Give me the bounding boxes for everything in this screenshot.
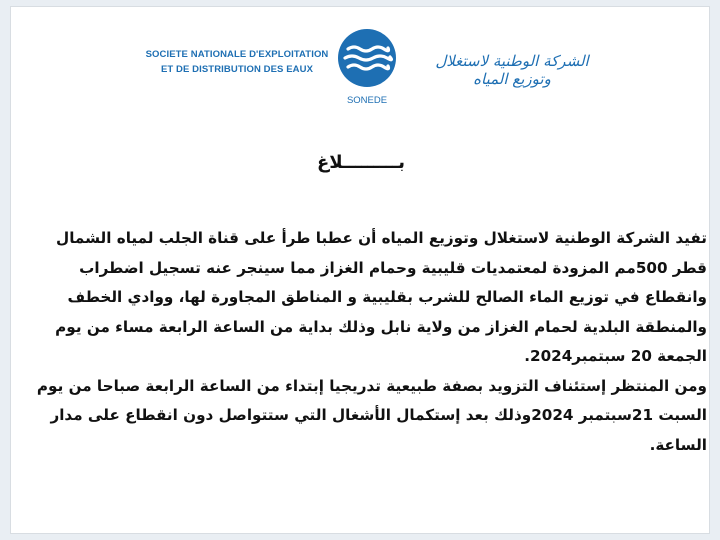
sonede-logo xyxy=(336,25,398,115)
company-name-french-line1: SOCIETE NATIONALE D'EXPLOITATION xyxy=(145,49,329,60)
notice-document xyxy=(10,6,710,534)
water-waves-icon xyxy=(336,25,398,91)
company-name-arabic: الشركة الوطنية لاستغلال وتوزيع المياه xyxy=(435,52,589,88)
notice-title: بـــــــــلاغ xyxy=(316,152,406,173)
notice-paragraph-1: تفيد الشركة الوطنية لاستغلال وتوزيع المياه أن عطبا طرأ على قناة الجلب لمياه الشمال قطر 500مم المزودة لمعتمديات قليبية وحمام الغزاز مما سينجر عنه تسجيل اضطراب وانقطاع في توزيع الماء الصالح للشرب بقليبية و المناطق المجاورة لها، ووادي الخطف والمنطقة البلدية لحمام الغزاز من ولاية نابل وذلك بداية من الساعة الرابعة مساء من يوم الجمعة 20 سبتمبر2024. xyxy=(55,229,707,365)
notice-body xyxy=(35,224,707,460)
company-name-french-line2: ET DE DISTRIBUTION DES EAUX xyxy=(160,64,314,75)
logo-caption: SONEDE xyxy=(346,95,388,106)
company-name-french xyxy=(137,47,337,77)
notice-paragraph-2: ومن المنتظر إستئناف التزويد بصفة طبيعية تدريجيا إبتداء من الساعة الرابعة صباحا من يوم السبت 21سبتمبر 2024وذلك بعد إستكمال الأشغال التي ستتواصل دون انقطاع على مدار الساعة. xyxy=(36,376,707,454)
